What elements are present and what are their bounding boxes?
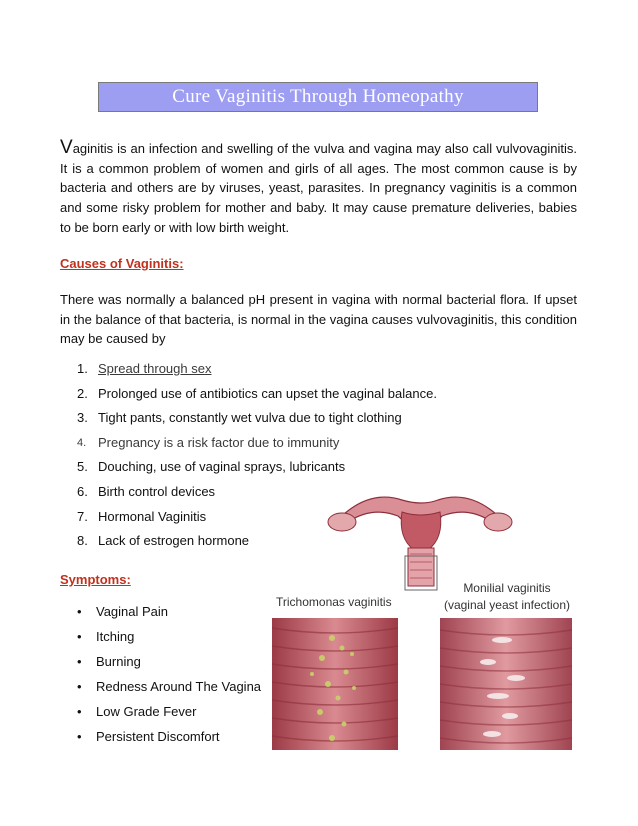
trichomonas-tissue-image — [272, 618, 398, 750]
uterus-diagram — [328, 497, 512, 590]
symptom-item: • Redness Around The Vagina — [77, 674, 261, 699]
symptom-item: • Persistent Discomfort — [77, 724, 261, 749]
intro-paragraph — [60, 139, 577, 238]
label-yeast-infection: (vaginal yeast infection) — [443, 598, 571, 612]
page-title: Cure Vaginitis Through Homeopathy — [172, 86, 464, 107]
cause-item: 5. Douching, use of vaginal sprays, lubricants — [77, 459, 346, 475]
cause-item: 7. Hormonal Vaginitis — [77, 508, 207, 524]
bullet-icon: • — [77, 729, 82, 744]
symptoms-heading: Symptoms: — [60, 572, 131, 587]
bullet-icon: • — [77, 654, 82, 669]
symptom-item: • Itching — [77, 624, 261, 649]
cause-item: 3. Tight pants, constantly wet vulva due to tight clothing — [77, 410, 402, 426]
causes-paragraph: There was normally a balanced pH present in vagina with normal bacterial flora. If upset in the balance of that bacteria, is normal in the vagina causes vulvovaginitis, this condition may be caused by — [60, 292, 577, 347]
bullet-icon: • — [77, 629, 82, 644]
cause-item: 1. Spread through sex — [77, 361, 212, 376]
symptom-item: • Vaginal Pain — [77, 599, 261, 624]
cause-link[interactable]: Spread through sex — [98, 361, 212, 376]
cause-item: 2. Prolonged use of antibiotics can upset the vaginal balance. — [77, 385, 437, 401]
cause-item: 6. Birth control devices — [77, 483, 216, 499]
vaginitis-illustration — [262, 488, 582, 750]
label-monilial: Monilial vaginitis — [463, 581, 551, 595]
causes-heading: Causes of Vaginitis: — [60, 256, 184, 271]
cause-item: 8. Lack of estrogen hormone — [77, 533, 250, 549]
symptoms-list — [77, 599, 261, 749]
bullet-icon: • — [77, 704, 82, 719]
drop-cap: V — [60, 137, 73, 158]
intro-text: aginitis is an infection and swelling of the vulva and vagina may also call vulvovaginitis. It is a common problem of women and girls of all ages. The most common cause is by bacteria and others are by viruses, yeast, parasites. In pregnancy vaginitis is a common and some risky problem for mother and baby. It may cause premature deliveries, babies to be born early or with low birth weight. — [60, 141, 577, 235]
monilial-tissue-image — [440, 618, 572, 750]
bullet-icon: • — [77, 604, 82, 619]
cause-item: 4. Pregnancy is a risk factor due to immunity — [77, 434, 340, 450]
symptom-item: • Low Grade Fever — [77, 699, 261, 724]
bullet-icon: • — [77, 679, 82, 694]
title-banner — [98, 82, 538, 112]
label-trichomonas: Trichomonas vaginitis — [276, 595, 392, 609]
symptom-item: • Burning — [77, 649, 261, 674]
